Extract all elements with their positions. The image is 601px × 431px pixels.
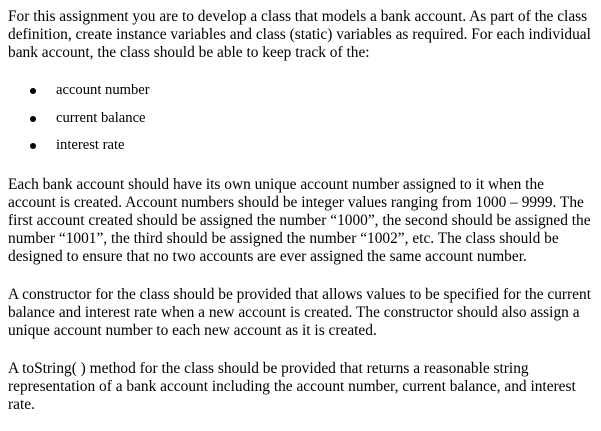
bullet-icon [30, 143, 36, 149]
list-item [8, 109, 593, 127]
list-item [8, 81, 593, 99]
list-item-label: account number [56, 82, 150, 98]
bullet-icon [30, 88, 36, 94]
intro-paragraph: For this assignment you are to develop a class that models a bank account. As part of the class definition, create instance variables and class (static) variables as required. For each individual bank account, the class should be able to keep track of the: [8, 8, 591, 61]
list-item-label: interest rate [56, 137, 125, 153]
account-number-paragraph: Each bank account should have its own unique account number assigned to it when the account is created. Account numbers should be integer values ranging from 1000 – 9999. The first account created should be assigned the number “1000”, the second should be assigned the number “1001”, the third should be assigned the number “1002”, etc. The class should be designed to ensure that no two accounts are ever assigned the same account number. [8, 176, 591, 265]
assignment-document [8, 8, 593, 414]
list-item-label: current balance [56, 109, 146, 126]
tracked-fields-list [8, 81, 593, 154]
bullet-icon [30, 116, 36, 122]
list-item [8, 136, 593, 154]
tostring-paragraph: A toString( ) method for the class should be provided that returns a reasonable string representation of a bank account including the account number, current balance, and interest rate. [8, 360, 576, 413]
constructor-paragraph: A constructor for the class should be provided that allows values to be specified for the current balance and interest rate when a new account is created. The constructor should also assign a unique account number to each new account as it is created. [8, 286, 591, 339]
